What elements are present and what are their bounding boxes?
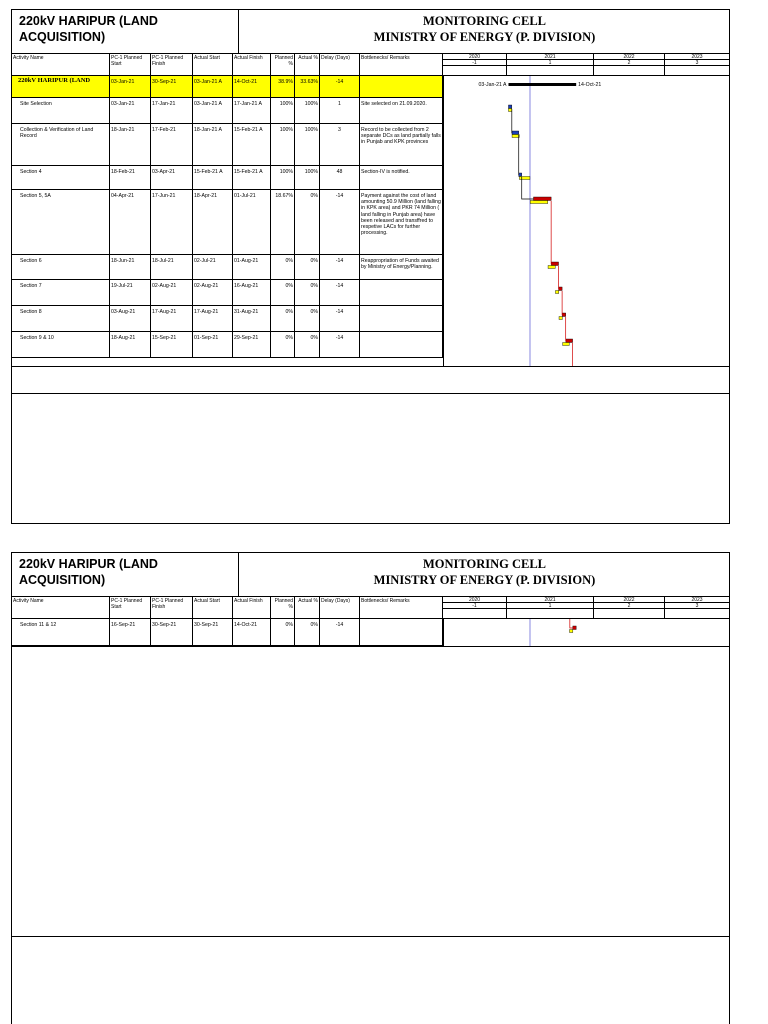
col-planned-start: PC-1 Planned Start [110, 597, 151, 618]
activity-name-cell: Section 4 [12, 166, 110, 189]
planned-start-cell: 18-Jun-21 [110, 255, 151, 279]
table-row [12, 306, 443, 332]
summary-end-label: 14-Oct-21 [578, 82, 602, 88]
planned-start-cell: 03-Jan-21 [110, 76, 151, 97]
actual-pct-cell: 100% [295, 98, 320, 123]
actual-bar [519, 173, 522, 177]
column-header-row [12, 597, 729, 619]
col-actual-pct: Actual % [295, 54, 320, 75]
activity-name-cell: Collection & Verification of Land Record [12, 124, 110, 165]
actual-pct-cell: 0% [295, 619, 320, 645]
actual-start-cell: 01-Sep-21 [193, 332, 233, 357]
actual-start-cell: 15-Feb-21 A [193, 166, 233, 189]
table-row [12, 332, 443, 358]
organization-box [240, 10, 729, 54]
actual-bar [562, 313, 565, 317]
actual-finish-cell: 16-Aug-21 [233, 280, 271, 305]
actual-start-cell: 30-Sep-21 [193, 619, 233, 645]
actual-pct-cell: 0% [295, 255, 320, 279]
col-remarks: Bottlenecks/ Remarks [360, 597, 443, 618]
timeline-year: 2022 [594, 54, 665, 60]
timeline-header [443, 54, 729, 75]
actual-pct-cell: 0% [295, 332, 320, 357]
timeline-year-num: 2 [594, 603, 665, 609]
timeline-year-num: -1 [443, 603, 507, 609]
table-row [12, 166, 443, 190]
actual-start-cell: 02-Aug-21 [193, 280, 233, 305]
remarks-cell [360, 619, 443, 645]
project-title: 220kV HARIPUR (LAND ACQUISITION) [19, 557, 158, 587]
gantt-svg [444, 619, 730, 646]
planned-start-cell: 04-Apr-21 [110, 190, 151, 254]
planned-bar [548, 266, 555, 269]
timeline-year: 2020 [443, 54, 507, 60]
timeline-year: 2020 [443, 597, 507, 603]
activity-name-cell: Section 5, 5A [12, 190, 110, 254]
activity-name-cell: Section 6 [12, 255, 110, 279]
dependency-link [522, 177, 534, 199]
actual-start-cell: 03-Jan-21 A [193, 98, 233, 123]
timeline-year: 2023 [691, 597, 703, 603]
actual-bar [534, 197, 552, 201]
planned-finish-cell: 17-Feb-21 [151, 124, 193, 165]
timeline-year: 2021 [507, 597, 594, 603]
org-line-2: MINISTRY OF ENERGY (P. DIVISION) [373, 30, 596, 44]
actual-pct-cell: 0% [295, 190, 320, 254]
delay-cell: 3 [320, 124, 360, 165]
planned-finish-cell: 15-Sep-21 [151, 332, 193, 357]
col-actual-finish: Actual Finish [233, 54, 271, 75]
actual-pct-cell: 0% [295, 280, 320, 305]
actual-bar [566, 339, 573, 343]
planned-start-cell: 18-Jan-21 [110, 124, 151, 165]
timeline-year-num: 3 [695, 603, 699, 609]
remarks-cell: Site selected on 21.09.2020. [360, 98, 443, 123]
table-row [12, 255, 443, 280]
planned-finish-cell: 17-Jan-21 [151, 98, 193, 123]
col-actual-start: Actual Start [193, 54, 233, 75]
summary-bar [508, 83, 576, 86]
planned-pct-cell: 0% [271, 255, 295, 279]
planned-pct-cell: 100% [271, 98, 295, 123]
actual-start-cell: 02-Jul-21 [193, 255, 233, 279]
activity-name-cell: 220kV HARIPUR (LAND [12, 76, 110, 97]
col-actual-finish: Actual Finish [233, 597, 271, 618]
org-line-1: MONITORING CELL [422, 557, 547, 571]
org-line-2: MINISTRY OF ENERGY (P. DIVISION) [373, 573, 596, 587]
col-planned-pct: Planned % [271, 597, 295, 618]
summary-row [12, 76, 443, 98]
actual-bar [512, 131, 519, 135]
col-planned-pct: Planned % [271, 54, 295, 75]
report-header [12, 10, 729, 54]
timeline-year: 2022 [594, 597, 665, 603]
actual-finish-cell: 29-Sep-21 [233, 332, 271, 357]
planned-start-cell: 19-Jul-21 [110, 280, 151, 305]
planned-bar [508, 109, 511, 112]
timeline-year-num: 1 [507, 603, 594, 609]
actual-start-cell: 17-Aug-21 [193, 306, 233, 331]
planned-pct-cell: 100% [271, 166, 295, 189]
planned-bar [512, 135, 519, 138]
col-activity-name: Activity Name [12, 54, 110, 75]
org-line-1: MONITORING CELL [422, 14, 547, 28]
actual-bar [573, 626, 576, 630]
actual-finish-cell: 15-Feb-21 A [233, 124, 271, 165]
remarks-cell: Payment against the cost of land amounting 50.9 Million (land falling in KPK area) and PKR 74 Million ( land falling in Punjab area) have been released and transffred to respetive LACs for further processing. [360, 190, 443, 254]
gantt-chart [443, 619, 729, 646]
planned-start-cell: 16-Sep-21 [110, 619, 151, 645]
planned-bar [569, 630, 572, 633]
activity-name-cell: Section 8 [12, 306, 110, 331]
table-row [12, 98, 443, 124]
planned-start-cell: 18-Aug-21 [110, 332, 151, 357]
actual-finish-cell: 14-Oct-21 [233, 619, 271, 645]
delay-cell: -14 [320, 280, 360, 305]
col-activity-name: Activity Name [12, 597, 110, 618]
table-row [12, 190, 443, 255]
activity-name-cell: Site Selection [12, 98, 110, 123]
actual-finish-cell: 14-Oct-21 [233, 76, 271, 97]
planned-bar [555, 291, 558, 294]
activity-name-cell: Section 7 [12, 280, 110, 305]
planned-pct-cell: 0% [271, 306, 295, 331]
remarks-cell [360, 280, 443, 305]
col-planned-finish: PC-1 Planned Finish [151, 54, 193, 75]
planned-finish-cell: 30-Sep-21 [151, 76, 193, 97]
planned-pct-cell: 18.67% [271, 190, 295, 254]
table-row [12, 124, 443, 166]
activity-name-cell: Section 11 & 12 [12, 619, 110, 645]
actual-finish-cell: 17-Jan-21 A [233, 98, 271, 123]
planned-start-cell: 18-Feb-21 [110, 166, 151, 189]
actual-pct-cell: 0% [295, 306, 320, 331]
actual-bar [508, 105, 511, 109]
remarks-cell [360, 306, 443, 331]
footer-divider [12, 936, 729, 937]
actual-pct-cell: 100% [295, 166, 320, 189]
delay-cell: 1 [320, 98, 360, 123]
actual-pct-cell: 33.63% [295, 76, 320, 97]
remarks-cell: Record to be collected from 2 separate DCs as land partially falls in Punjab and KPK provinces [360, 124, 443, 165]
table-row [12, 619, 443, 646]
actual-start-cell: 18-Apr-21 [193, 190, 233, 254]
planned-pct-cell: 0% [271, 280, 295, 305]
col-delay: Delay (Days) [320, 54, 360, 75]
summary-start-label: 03-Jan-21 A [478, 82, 507, 88]
planned-finish-cell: 17-Jun-21 [151, 190, 193, 254]
table-end-line [12, 366, 729, 367]
project-title-box [12, 10, 239, 54]
planned-pct-cell: 0% [271, 619, 295, 645]
actual-finish-cell: 15-Feb-21 A [233, 166, 271, 189]
table-end-line [12, 646, 729, 647]
delay-cell: -14 [320, 255, 360, 279]
timeline-year: 2021 [507, 54, 594, 60]
col-planned-finish: PC-1 Planned Finish [151, 597, 193, 618]
delay-cell: 48 [320, 166, 360, 189]
col-remarks: Bottlenecks/ Remarks [360, 54, 443, 75]
col-actual-start: Actual Start [193, 597, 233, 618]
timeline-year: 2023 [691, 54, 703, 60]
project-title: 220kV HARIPUR (LAND ACQUISITION) [19, 14, 158, 44]
planned-finish-cell: 17-Aug-21 [151, 306, 193, 331]
actual-finish-cell: 01-Jul-21 [233, 190, 271, 254]
timeline-year-num: 2 [594, 60, 665, 66]
remarks-cell: Section-IV is notified. [360, 166, 443, 189]
planned-start-cell: 03-Jan-21 [110, 98, 151, 123]
planned-pct-cell: 38.9% [271, 76, 295, 97]
planned-bar [530, 201, 548, 204]
actual-pct-cell: 100% [295, 124, 320, 165]
project-title-box [12, 553, 239, 597]
planned-finish-cell: 18-Jul-21 [151, 255, 193, 279]
actual-finish-cell: 31-Aug-21 [233, 306, 271, 331]
col-planned-start: PC-1 Planned Start [110, 54, 151, 75]
delay-cell: -14 [320, 619, 360, 645]
remarks-cell [360, 76, 443, 97]
activity-name-cell: Section 9 & 10 [12, 332, 110, 357]
remarks-cell [360, 332, 443, 357]
delay-cell: -14 [320, 306, 360, 331]
delay-cell: -14 [320, 76, 360, 97]
actual-bar [551, 262, 558, 266]
table-row [12, 280, 443, 306]
planned-start-cell: 03-Aug-21 [110, 306, 151, 331]
timeline-year-num: -1 [443, 60, 507, 66]
footer-divider [12, 393, 729, 394]
timeline-header [443, 597, 729, 618]
remarks-cell: Reappropriation of Funds awaited by Ministry of Energy/Planning. [360, 255, 443, 279]
dependency-link [570, 619, 573, 628]
actual-start-cell: 18-Jan-21 A [193, 124, 233, 165]
report-page-1 [11, 9, 730, 524]
timeline-year-num: 1 [507, 60, 594, 66]
actual-start-cell: 03-Jan-21 A [193, 76, 233, 97]
report-page-2 [11, 552, 730, 1024]
planned-pct-cell: 0% [271, 332, 295, 357]
actual-finish-cell: 01-Aug-21 [233, 255, 271, 279]
report-header [12, 553, 729, 597]
gantt-svg [444, 76, 730, 366]
timeline-year-num: 3 [695, 60, 699, 66]
delay-cell: -14 [320, 190, 360, 254]
planned-finish-cell: 03-Apr-21 [151, 166, 193, 189]
delay-cell: -14 [320, 332, 360, 357]
planned-bar [519, 177, 529, 180]
planned-pct-cell: 100% [271, 124, 295, 165]
planned-finish-cell: 02-Aug-21 [151, 280, 193, 305]
planned-finish-cell: 30-Sep-21 [151, 619, 193, 645]
col-delay: Delay (Days) [320, 597, 360, 618]
gantt-chart [443, 76, 729, 366]
actual-bar [559, 287, 562, 291]
planned-bar [559, 317, 562, 320]
column-header-row [12, 54, 729, 76]
organization-box [240, 553, 729, 597]
col-actual-pct: Actual % [295, 597, 320, 618]
planned-bar [563, 343, 570, 346]
